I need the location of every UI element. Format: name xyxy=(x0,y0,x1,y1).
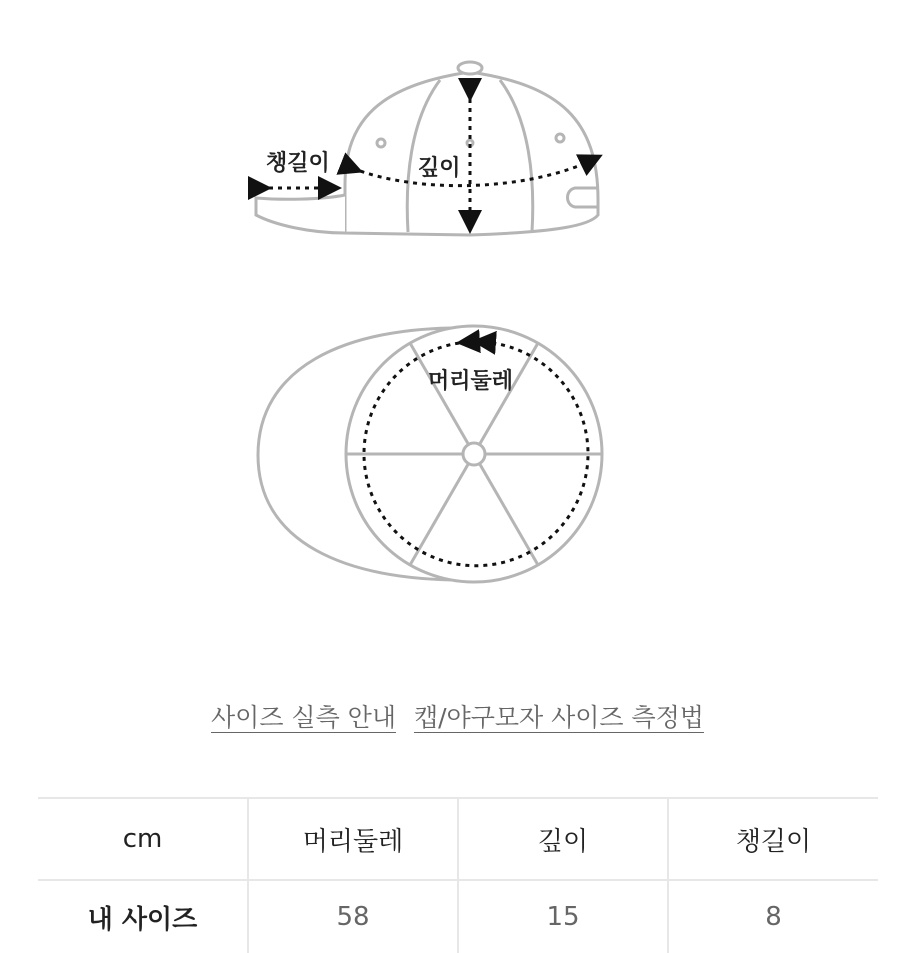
cap-measurement-method-link[interactable]: 캡/야구모자 사이즈 측정법 xyxy=(413,703,704,732)
depth-label: 깊이 xyxy=(418,156,461,181)
brim-length-label: 챙길이 xyxy=(266,151,330,176)
table-row xyxy=(38,880,878,953)
header-brim-length: 챙길이 xyxy=(668,798,878,880)
header-unit: cm xyxy=(38,798,248,880)
header-head-circumference: 머리둘레 xyxy=(248,798,458,880)
cell-brim-length: 8 xyxy=(668,880,878,953)
header-depth: 깊이 xyxy=(458,798,668,880)
cap-top-view xyxy=(258,326,602,582)
cell-head-circumference: 58 xyxy=(248,880,458,953)
size-guide-links xyxy=(0,698,915,734)
cell-depth: 15 xyxy=(458,880,668,953)
size-table-header xyxy=(38,798,878,880)
row-label: 내 사이즈 xyxy=(38,880,248,953)
size-measurement-guide-link[interactable]: 사이즈 실측 안내 xyxy=(211,703,396,732)
size-table xyxy=(38,797,878,953)
cap-side-view xyxy=(256,62,598,235)
head-circumference-label: 머리둘레 xyxy=(428,369,514,394)
